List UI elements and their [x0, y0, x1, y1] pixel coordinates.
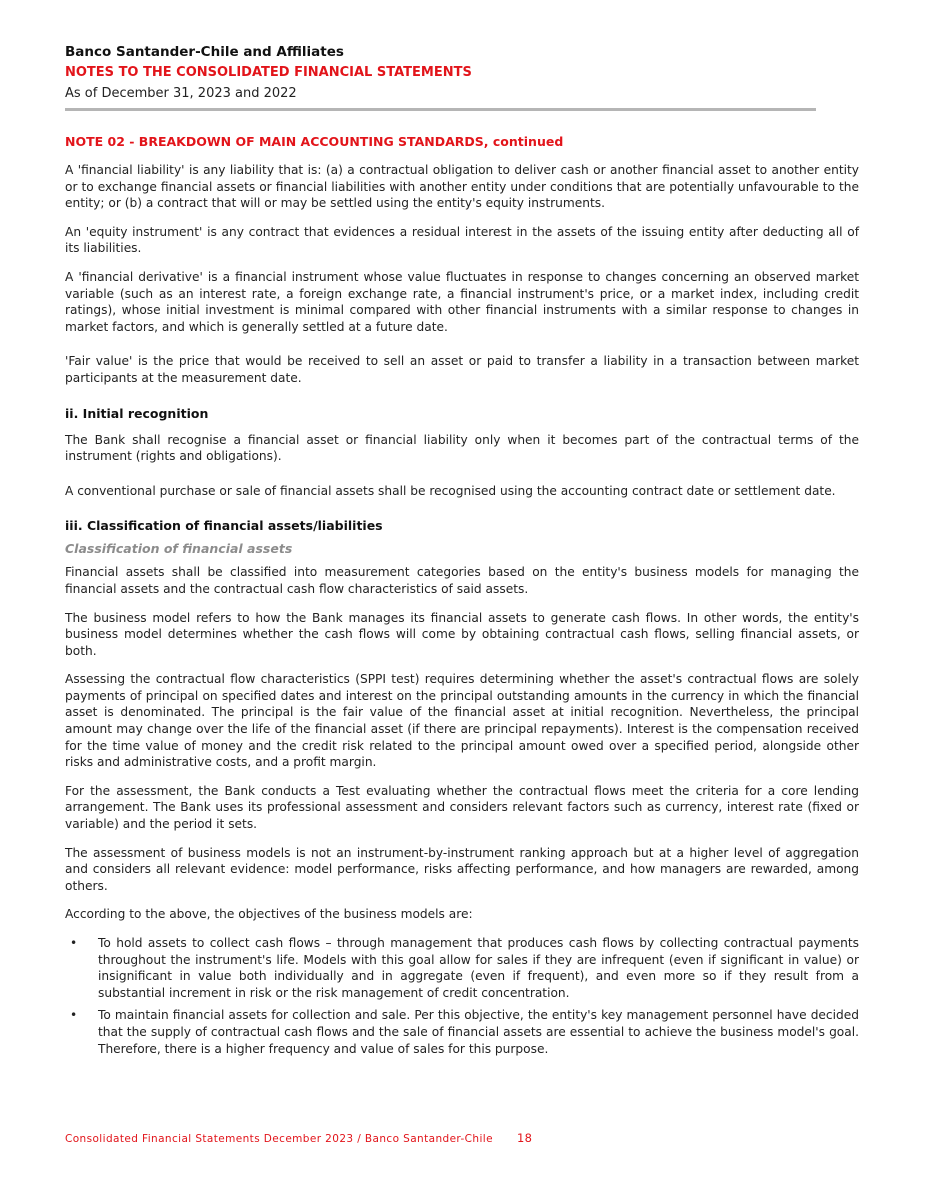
- page-footer: [65, 1131, 532, 1145]
- paragraph-recognition: The Bank shall recognise a financial asset or financial liability only when it becomes part of the contractual terms of the instrument (rights and obligations).: [65, 432, 859, 464]
- paragraph-assessment: For the assessment, the Bank conducts a Test evaluating whether the contractual flows meet the criteria for a core lending arrangement. The Bank uses its professional assessment and considers relevant factors such as currency, interest rate (fixed or variable) and the period it sets.: [65, 783, 859, 832]
- list-item-text: To maintain financial assets for collection and sale. Per this objective, the entity's key management personnel have decided that the supply of contractual cash flows and the sale of financial assets are essential to achieve the business model's goal. Therefore, there is a higher frequency and value of sales for this purpose.: [98, 1008, 859, 1056]
- paragraph-financial-liability: A 'financial liability' is any liability that is: (a) a contractual obligation to deliver cash or another financial asset to another entity or to exchange financial assets or financial liabilities with another entity under conditions that are potentially unfavourable to the entity; or (b) a contract that will or may be settled using the entity's equity instruments.: [65, 163, 859, 211]
- bullet-icon: •: [70, 936, 78, 950]
- objectives-list: [65, 935, 859, 1057]
- paragraph-business-model: The business model refers to how the Bank manages its financial assets to generate cash flows. In other words, the entity's business model determines whether the cash flows will come by obtaining contractual cash flows, selling financial assets, or both.: [65, 610, 859, 658]
- list-item: [65, 1007, 859, 1057]
- paragraph-objectives-intro: According to the above, the objectives of the business models are:: [65, 907, 473, 922]
- subsection-title-financial-assets: Classification of financial assets: [65, 541, 293, 557]
- paragraph-financial-derivative: A 'financial derivative' is a financial instrument whose value fluctuates in response to changes concerning an observed market variable (such as an interest rate, a foreign exchange rate, a financial instrument's price, or a market index, including credit ratings), whose initial investment is minimal compared with other financial instruments with a similar response to changes in market factors, and which is generally settled at a future date.: [65, 269, 859, 334]
- header-divider: [65, 108, 816, 111]
- as-of-date: As of December 31, 2023 and 2022: [65, 86, 297, 101]
- document-page: [65, 42, 859, 1063]
- section-title-classification: iii. Classification of financial assets/liabilities: [65, 518, 383, 534]
- paragraph-measurement-categories: Financial assets shall be classified into measurement categories based on the entity's business models for managing the financial assets and the contractual cash flow characteristics of said assets.: [65, 565, 859, 596]
- company-name: Banco Santander-Chile and Affiliates: [65, 44, 344, 60]
- paragraph-sppi-test: Assessing the contractual flow characteristics (SPPI test) requires determining whether the asset's contractual flows are solely payments of principal on specified dates and interest on the principal outstanding amounts in the currency in which the financial asset is denominated. The principal is the fair value of the financial asset at initial recognition. Nevertheless, the principal amount may change over the life of the financial asset (if there are principal repayments). Interest is the compensation received for the time value of money and the credit risk related to the principal amount owed over a specified period, alongside other risks and administrative costs, and a profit margin.: [65, 672, 859, 770]
- footer-text: Consolidated Financial Statements December 2023 / Banco Santander-Chile: [65, 1133, 493, 1145]
- paragraph-conventional-purchase: A conventional purchase or sale of financial assets shall be recognised using the accounting contract date or settlement date.: [65, 483, 836, 498]
- page-header: [65, 42, 859, 111]
- page-number: 18: [516, 1131, 533, 1145]
- paragraph-aggregation: The assessment of business models is not an instrument-by-instrument ranking approach but at a higher level of aggregation and considers all relevant evidence: model performance, risks affecting performance, and how managers are rewarded, among others.: [65, 845, 859, 893]
- note-title: NOTE 02 - BREAKDOWN OF MAIN ACCOUNTING STANDARDS, continued: [65, 134, 564, 149]
- section-title-initial-recognition: ii. Initial recognition: [65, 405, 209, 421]
- notes-title: NOTES TO THE CONSOLIDATED FINANCIAL STATEMENTS: [65, 65, 472, 80]
- list-item: [65, 935, 859, 1001]
- bullet-icon: •: [70, 1008, 78, 1023]
- list-item-text: To hold assets to collect cash flows – through management that produces cash flows by collecting contractual payments throughout the instrument's life. Models with this goal allow for sales if they are infrequent (even if significant in value) or insignificant in value both individually and in aggregate (even if frequent), and even more so if they result from a substantial increment in risk or the risk management of credit concentration.: [98, 936, 859, 1000]
- paragraph-equity-instrument: An 'equity instrument' is any contract that evidences a residual interest in the assets of the issuing entity after deducting all of its liabilities.: [65, 224, 859, 256]
- paragraph-fair-value: 'Fair value' is the price that would be received to sell an asset or paid to transfer a liability in a transaction between market participants at the measurement date.: [65, 354, 859, 385]
